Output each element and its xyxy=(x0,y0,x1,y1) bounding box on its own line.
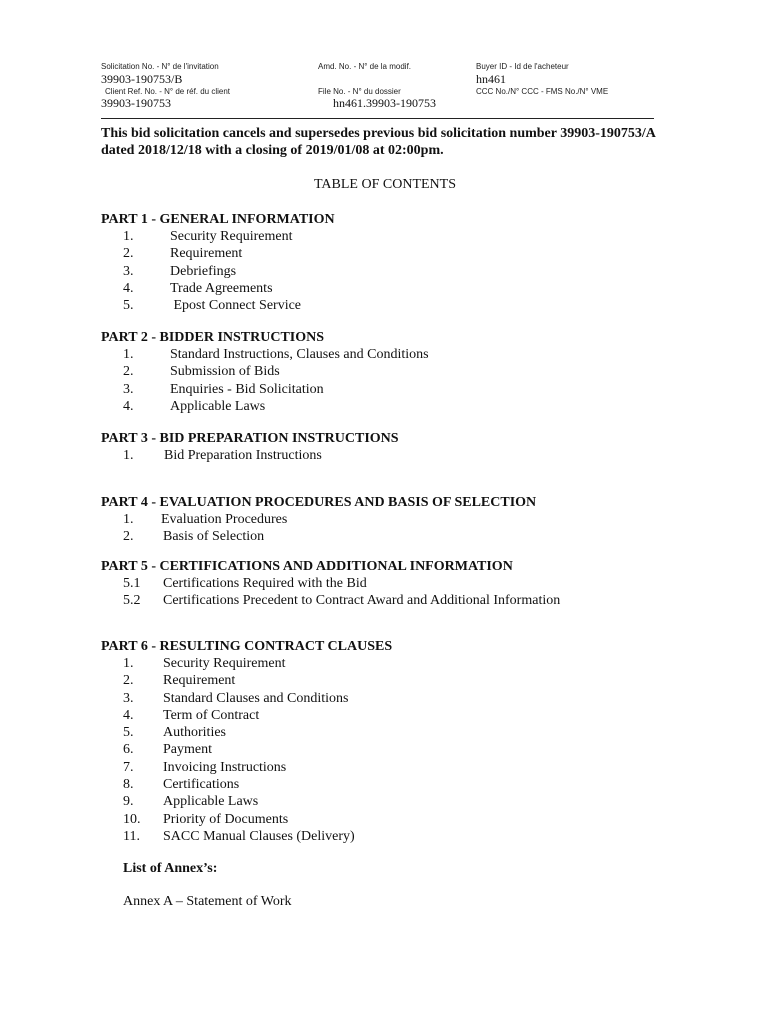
toc-item: 3. Standard Clauses and Conditions xyxy=(123,690,349,706)
toc-item: 1. Security Requirement xyxy=(123,656,286,671)
toc-part-4 xyxy=(101,494,701,546)
toc-item: 5.1 Certifications Required with the Bid xyxy=(123,576,367,591)
toc-item: 2. Requirement xyxy=(123,246,243,262)
toc-item: 9. Applicable Laws xyxy=(123,794,259,810)
part-heading: PART 4 - EVALUATION PROCEDURES AND BASIS OF SELECTION xyxy=(101,495,537,510)
toc-item: 10. Priority of Documents xyxy=(123,811,289,827)
toc-item: 6. Payment xyxy=(123,742,212,758)
header-divider xyxy=(101,118,654,119)
toc-item: 1. Standard Instructions, Clauses and Conditions xyxy=(123,347,429,362)
toc-item: 1. Evaluation Procedures xyxy=(123,512,288,527)
toc-item: 4. Trade Agreements xyxy=(123,280,273,296)
toc-part-3 xyxy=(101,430,701,464)
toc-item: 5. Epost Connect Service xyxy=(123,298,302,314)
toc-part-1 xyxy=(101,211,701,314)
ccc-label: CCC No./N° CCC - FMS No./N° VME xyxy=(476,87,609,96)
toc-item: 8. Certifications xyxy=(123,777,240,793)
part-heading: PART 5 - CERTIFICATIONS AND ADDITIONAL INFORMATION xyxy=(101,559,513,574)
toc-item: 2. Requirement xyxy=(123,673,236,689)
toc-item: 1. Security Requirement xyxy=(123,229,293,244)
supersede-notice: This bid solicitation cancels and supersedes previous bid solicitation number 39903-190753/A dated 2018/12/18 with a closing of 2019/01/08 at 02:00pm. xyxy=(101,126,656,158)
file-no-label: File No. - N° du dossier xyxy=(318,87,401,96)
toc-item: 11. SACC Manual Clauses (Delivery) xyxy=(123,828,355,844)
toc-item: 5. Authorities xyxy=(123,725,226,741)
solicitation-label: Solicitation No. - N° de l'invitation xyxy=(101,62,219,71)
client-ref-value: 39903-190753 xyxy=(101,96,171,110)
toc-item: 5.2 Certifications Precedent to Contract Award and Additional Information xyxy=(123,593,561,609)
buyer-id-label: Buyer ID - Id de l'acheteur xyxy=(476,62,569,71)
part-heading: PART 6 - RESULTING CONTRACT CLAUSES xyxy=(101,639,393,654)
toc-item: 7. Invoicing Instructions xyxy=(123,759,287,775)
file-no-value: hn461.39903-190753 xyxy=(333,96,436,110)
part-heading: PART 1 - GENERAL INFORMATION xyxy=(101,212,335,227)
solicitation-value: 39903-190753/B xyxy=(101,72,183,86)
toc-part-2 xyxy=(101,329,701,415)
client-ref-label: Client Ref. No. - N° de réf. du client xyxy=(105,87,231,96)
toc-item: 4. Term of Contract xyxy=(123,707,260,723)
toc-part-5 xyxy=(101,558,701,610)
annex-list-heading: List of Annex’s: xyxy=(123,861,218,876)
annex-item: Annex A – Statement of Work xyxy=(123,894,292,909)
toc-title: TABLE OF CONTENTS xyxy=(314,177,456,192)
buyer-id-value: hn461 xyxy=(476,72,506,86)
toc-item: 3. Enquiries - Bid Solicitation xyxy=(123,381,324,397)
toc-item: 1. Bid Preparation Instructions xyxy=(123,448,322,463)
toc-part-6 xyxy=(101,638,701,845)
part-heading: PART 3 - BID PREPARATION INSTRUCTIONS xyxy=(101,431,399,446)
toc-item: 4. Applicable Laws xyxy=(123,398,266,414)
amendment-label: Amd. No. - N° de la modif. xyxy=(318,62,412,71)
toc-item: 2. Basis of Selection xyxy=(123,529,265,545)
toc-item: 3. Debriefings xyxy=(123,263,237,279)
part-heading: PART 2 - BIDDER INSTRUCTIONS xyxy=(101,330,325,345)
toc-item: 2. Submission of Bids xyxy=(123,364,280,380)
